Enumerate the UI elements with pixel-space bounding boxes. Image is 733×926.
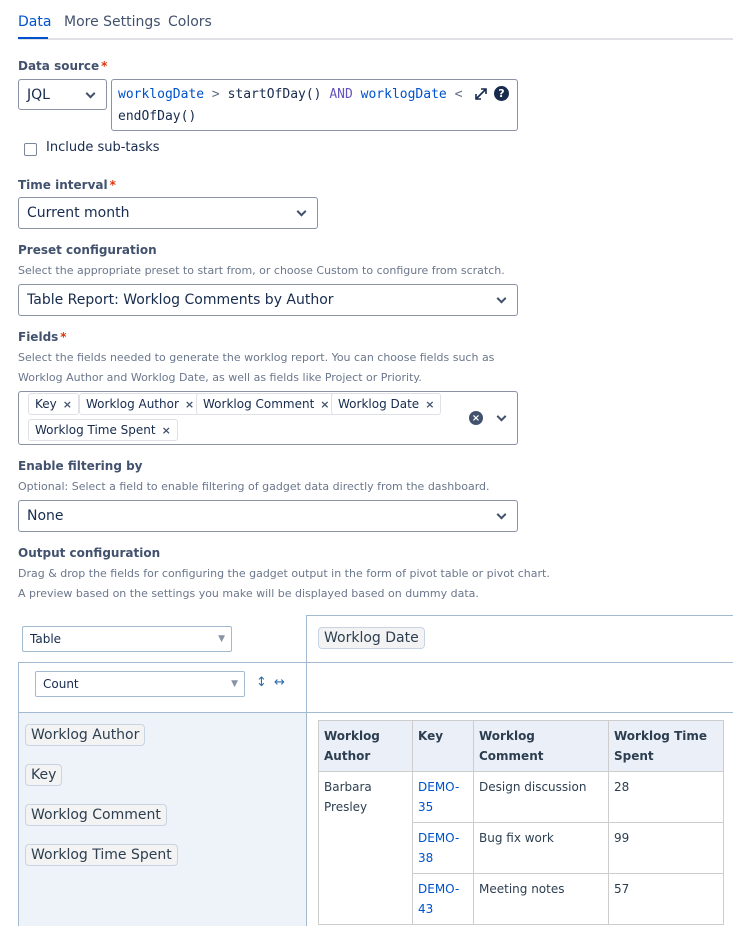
required-mark: * (109, 178, 116, 192)
fields-multiselect[interactable] (18, 391, 518, 445)
chevron-down-icon (497, 510, 507, 520)
include-subtasks-label: Include sub-tasks (46, 140, 160, 155)
field-chip-label: Key (35, 397, 57, 411)
renderer-select[interactable] (22, 626, 232, 652)
time-cell: 99 (609, 823, 724, 874)
issue-key-link[interactable]: DEMO-38 (418, 831, 460, 865)
fields-help-line2: Worklog Author and Worklog Date, as well as fields like Project or Priority. (18, 371, 422, 384)
chevron-down-icon (297, 207, 307, 217)
jql-token: > (211, 87, 220, 102)
clear-all-icon[interactable] (469, 411, 483, 425)
time-interval-select[interactable] (18, 197, 318, 229)
help-question-icon[interactable] (494, 86, 509, 101)
time-cell: 57 (609, 874, 724, 925)
field-chip-label: Worklog Date (338, 397, 420, 411)
output-label: Output configuration (18, 546, 161, 560)
remove-icon[interactable]: × (425, 397, 435, 411)
filtering-help: Optional: Select a field to enable filtering of gadget data directly from the dashboard. (18, 480, 490, 493)
column-header: Key (413, 721, 474, 772)
filtering-label: Enable filtering by (18, 459, 143, 473)
data-source-label-text: Data source (18, 59, 100, 73)
comment-cell: Meeting notes (474, 874, 609, 925)
required-mark: * (101, 59, 108, 73)
key-cell (413, 772, 474, 823)
jql-editor[interactable] (111, 79, 518, 131)
field-chip-label: Worklog Author (86, 397, 179, 411)
active-tab-indicator (18, 37, 48, 39)
key-cell (413, 874, 474, 925)
time-interval-label (18, 178, 116, 192)
data-source-type-value: JQL (27, 86, 50, 103)
fields-help-line1: Select the fields needed to generate the worklog report. You can choose fields such as (18, 351, 495, 364)
pivot-row-field[interactable]: Worklog Author (25, 724, 145, 746)
tab-more-settings[interactable]: More Settings (64, 14, 161, 30)
output-help-line2: A preview based on the settings you make will be displayed based on dummy data. (18, 587, 479, 600)
data-source-label (18, 59, 107, 73)
aggregator-value: Count (43, 677, 79, 691)
pivot-border (18, 662, 733, 663)
comment-cell: Bug fix work (474, 823, 609, 874)
fields-label-text: Fields (18, 330, 59, 344)
pivot-table (318, 720, 724, 925)
column-header: Worklog Comment (474, 721, 609, 772)
jql-token: startOfDay() (227, 87, 322, 102)
aggregator-select[interactable] (35, 671, 245, 697)
clear-symbol: × (471, 412, 481, 424)
preset-value: Table Report: Worklog Comments by Author (27, 292, 334, 308)
filtering-select[interactable] (18, 500, 518, 532)
table-header-row (319, 721, 724, 772)
required-mark: * (60, 330, 67, 344)
comment-cell: Design discussion (474, 772, 609, 823)
author-cell: Barbara Presley (319, 772, 413, 925)
chevron-down-icon[interactable] (497, 412, 507, 422)
filtering-value: None (27, 508, 64, 524)
dropdown-arrow-icon: ▼ (231, 679, 238, 689)
data-source-type-select[interactable] (18, 79, 107, 110)
chevron-down-icon (86, 88, 96, 98)
pivot-row-field[interactable]: Worklog Comment (25, 804, 167, 826)
preset-help: Select the appropriate preset to start from, or choose Custom to configure from scratch. (18, 264, 505, 277)
key-cell (413, 823, 474, 874)
jql-token: AND (329, 87, 353, 102)
help-symbol: ? (498, 87, 505, 100)
preset-select[interactable] (18, 284, 518, 316)
remove-icon[interactable]: × (62, 397, 72, 411)
field-chip (196, 393, 337, 415)
pivot-row-field[interactable]: Worklog Time Spent (25, 844, 178, 866)
preset-label: Preset configuration (18, 243, 157, 257)
pivot-row-field[interactable]: Key (25, 764, 62, 786)
output-help-line1: Drag & drop the fields for configuring the gadget output in the form of pivot table or pivot chart. (18, 567, 550, 580)
issue-key-link[interactable]: DEMO-35 (418, 780, 460, 814)
tab-data[interactable]: Data (18, 14, 52, 30)
table-row (319, 772, 724, 823)
expand-icon[interactable] (473, 86, 489, 102)
pivot-result (318, 720, 724, 925)
renderer-value: Table (30, 632, 62, 646)
remove-icon[interactable]: × (320, 397, 330, 411)
column-header: Worklog Time Spent (609, 721, 724, 772)
field-chip-label: Worklog Comment (203, 397, 315, 411)
time-interval-label-text: Time interval (18, 178, 108, 192)
include-subtasks-checkbox[interactable] (24, 143, 37, 156)
remove-icon[interactable]: × (184, 397, 195, 411)
field-chip (28, 393, 79, 415)
col-sort-icon[interactable]: ↔ (274, 675, 285, 690)
remove-icon[interactable]: × (161, 423, 171, 437)
issue-key-link[interactable]: DEMO-43 (418, 882, 460, 916)
jql-token: < (454, 87, 463, 102)
row-sort-icon[interactable]: ↕ (256, 675, 267, 690)
time-cell: 28 (609, 772, 724, 823)
field-chip (28, 419, 178, 441)
tab-colors[interactable]: Colors (168, 14, 212, 30)
jql-token: endOfDay() (118, 109, 197, 124)
jql-token: worklogDate (360, 87, 447, 102)
time-interval-value: Current month (27, 205, 130, 221)
field-chip (331, 393, 441, 415)
fields-label (18, 330, 67, 344)
column-header: Worklog Author (319, 721, 413, 772)
jql-token: worklogDate (118, 87, 205, 102)
chevron-down-icon (497, 294, 507, 304)
pivot-border (306, 615, 733, 616)
settings-tabs (18, 0, 733, 40)
dropdown-arrow-icon: ▼ (218, 634, 225, 644)
pivot-col-field[interactable]: Worklog Date (318, 627, 425, 649)
pivot-ui (18, 615, 733, 926)
field-chip (79, 393, 201, 415)
field-chip-label: Worklog Time Spent (35, 423, 156, 437)
